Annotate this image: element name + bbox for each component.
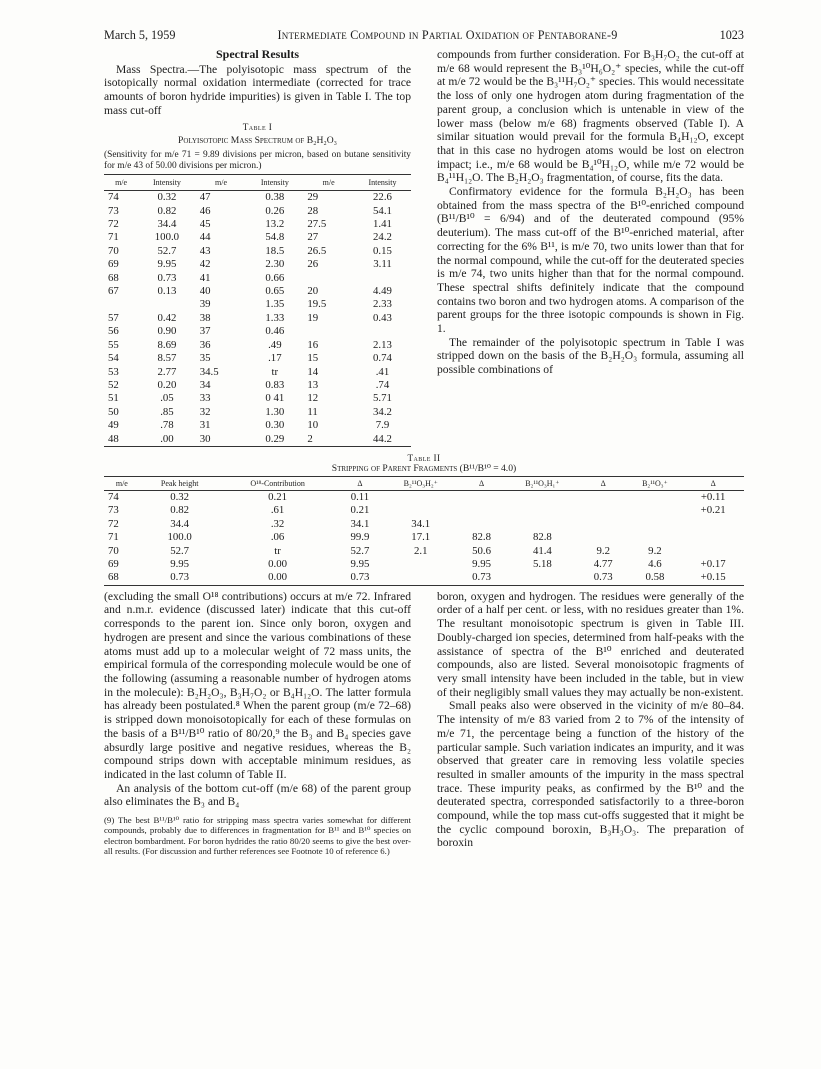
table2-cell [682, 518, 744, 531]
table2-cell: 0.73 [472, 571, 492, 584]
table1-cell: 27 [307, 231, 319, 244]
table1-cell: 0.74 [373, 352, 392, 365]
table2-header-cell: m/e [104, 476, 140, 490]
table2-cell: 0.58 [645, 571, 665, 584]
table2-cell: 0.11 [350, 490, 370, 503]
table1-cell: 0.29 [265, 432, 285, 445]
table1-cell: 54.1 [373, 204, 392, 217]
table1-cell [104, 298, 138, 311]
table2-subtitle: Stripping of Parent Fragments (B¹¹/B¹⁰ = 4.0) [331, 462, 517, 474]
table2-header-cell: Δ [682, 476, 744, 490]
table1-cell: 13 [307, 378, 319, 391]
table2-cell [682, 545, 744, 558]
table2-cell: 9.2 [596, 544, 610, 557]
table2-header-cell: Peak height [140, 476, 220, 490]
right-bottom-paragraph-2: Small peaks also were observed in the vicinity of m/e 80–84. The intensity of m/e 83 varied from 2 to 7% of the intensity of m/e 71, the percentage being a function of the history of the particular sample. Such variation indicates an impurity, and it was observed that greater care in removing less volatile species resulted in smaller amounts of the impurity in the mass spectral trace. These impurity peaks, as confirmed by the B¹⁰ and the deuterated spectra, corresponded satisfactorily to a three-boron compound, while the top mass cut-offs suggested that it might be the cyclic compound boroxin, B₃H₃O₃. The preparation of boroxin [437, 699, 744, 850]
right-paragraph-2: Confirmatory evidence for the formula B₂H₂O₃ has been obtained from the mass spectra of the B¹⁰-enriched compound (B¹¹/B¹⁰ = 6/94) and of the deuterated compound (95% deuterium). The mass cut-off of the B¹⁰-enriched material, after correcting for the 6% B¹¹, is m/e 70, two units lower than that for the normal compound, while the cut-off for the deuterated species is m/e 74, two units higher than that for the normal compound. These spectral shifts definitely indicate that the compound contains two boron and two hydrogen atoms. A comparison of the parent groups for the three isotopic compounds is shown in Fig. 1. [437, 185, 744, 336]
table1-cell: 29 [307, 191, 319, 204]
mass-spectra-paragraph: Mass Spectra.—The polyisotopic mass spectrum of the isotopically normal oxidation intermediate (corrected for trace amounts of boron hydride impurities) is given in Table I. The top mass cut-off [104, 62, 411, 117]
table1-cell: 57 [108, 311, 119, 324]
table1-cell [354, 325, 411, 338]
table2-cell [506, 490, 579, 504]
table2-header-cell: B₂¹¹O₃H₁⁺ [506, 476, 579, 490]
header-title: Intermediate Compound in Partial Oxidation of Pentaborane-9 [277, 28, 618, 42]
table1-cell: 0.83 [265, 378, 285, 391]
table1-cell: 0.73 [157, 271, 177, 284]
table-row [104, 490, 744, 504]
table2-cell: 0.82 [170, 504, 190, 517]
table1-cell: 50 [108, 405, 119, 418]
table2-cell: 4.77 [593, 557, 613, 570]
table2-cell [457, 518, 506, 531]
table2-cell: 73 [108, 504, 119, 517]
table1-cell: 100.0 [154, 231, 180, 244]
table1-cell: .17 [268, 352, 282, 365]
top-columns [104, 48, 744, 447]
table2-cell [457, 504, 506, 517]
table1-cell: 36 [199, 338, 211, 351]
table2-cell [628, 490, 683, 504]
table-row [104, 298, 411, 311]
table1-cell: 45 [199, 218, 211, 231]
table1-cell: 37 [199, 325, 211, 338]
table1-cell: 5.71 [373, 392, 392, 405]
table1-cell: 0.30 [265, 419, 285, 432]
table1-cell: 13.2 [265, 218, 285, 231]
table1-cell: .74 [375, 378, 390, 391]
table2-cell: 100.0 [167, 531, 192, 544]
table-row [104, 218, 411, 231]
table2-cell: 82.8 [532, 531, 552, 544]
table1-cell: 20 [307, 285, 319, 298]
table1-header-cell: Intensity [354, 174, 411, 191]
table2-header-cell: Δ [336, 476, 385, 490]
right-paragraph-3: The remainder of the polyisotopic spectrum in Table I was stripped down on the basis of the B₂H₂O₃ formula, assuming all possible combinations of [437, 335, 744, 377]
table2-cell: 34.1 [411, 517, 431, 530]
table1-cell: 15 [307, 352, 319, 365]
table2-cell: .06 [270, 531, 285, 544]
table1-cell: 39 [199, 298, 211, 311]
table1-cell: 0.90 [157, 325, 177, 338]
table1-cell: 12 [307, 392, 319, 405]
table1-cell: 0.82 [157, 204, 177, 217]
table1-header-cell: Intensity [138, 174, 196, 191]
table1-caption: Table I [242, 121, 273, 132]
table1-cell: 34.5 [199, 365, 219, 378]
table1-cell: 38 [199, 311, 211, 324]
table1-cell: 44 [199, 231, 211, 244]
table2-cell: 52.7 [350, 544, 370, 557]
table-row [104, 352, 411, 365]
table1-cell: 26 [307, 258, 319, 271]
table-row [104, 339, 411, 352]
table2-cell: tr [274, 544, 281, 557]
footnote-9: (9) The best B¹¹/B¹⁰ ratio for stripping mass spectra varies somewhat for different compounds, probably due to differences in fragmentation for B¹¹ and B¹⁰ species on electron bombardment. For boron hydrides the ratio 80/20 seems to give the best over-all results. (For discussion and further references see Footnote 10 of reference 6.) [104, 815, 411, 856]
table-row [104, 504, 744, 517]
table2-cell: 0.21 [268, 490, 288, 503]
table1-cell: .78 [160, 419, 174, 432]
table1-cell: 10 [307, 419, 319, 432]
table1-cell: 43 [199, 244, 211, 257]
table2-cell: 34.1 [350, 517, 370, 530]
table1-cell: 2.33 [373, 298, 392, 311]
table1-cell: 34.2 [373, 405, 392, 418]
table2-cell: 9.95 [170, 557, 190, 570]
table2-cell: 0.32 [170, 490, 190, 503]
table2-cell: 9.95 [472, 557, 492, 570]
table1-cell: 3.11 [373, 258, 392, 271]
table2-cell: +0.11 [700, 490, 726, 503]
table1-cell: 19 [307, 311, 319, 324]
table2-header-cell: B₂¹¹O₃H₂⁺ [384, 476, 457, 490]
running-header [104, 28, 744, 48]
table1-subtitle: Polyisotopic Mass Spectrum of B₂H₂O₃ [178, 135, 337, 147]
table1-cell: 0.26 [265, 204, 285, 217]
table1-cell: 0.32 [157, 191, 177, 204]
header-page-number: 1023 [719, 28, 744, 42]
table-row [104, 312, 411, 325]
table1-cell: 2.13 [373, 338, 392, 351]
table1-cell: 55 [108, 338, 119, 351]
table1-cell: 33 [199, 392, 211, 405]
table2-cell: 17.1 [411, 531, 431, 544]
table2-cell [506, 504, 579, 517]
right-paragraph-1: compounds from further consideration. For B₃H₇O₂ the cut-off at m/e 68 would represent the B₃¹⁰H₆O₂⁺ species, while the cut-off at m/e 72 would be the B₃¹¹H₇O₂⁺ species. This would necessitate the loss of only one hydrogen atom during fragmentation of the parent group, a conclusion which is untenable in view of the lower mass (below m/e 68) fragments observed (Table I). A similar situation would prevail for the formula B₄H₁₂O, except that in this case no hydrogen atoms would be lost on electron impact; i.e., m/e 68 would be B₄¹⁰H₁₂O, while m/e 72 would be B₄¹¹H₁₂O. The B₂H₂O₃ fragmentation, of course, fits the data. [437, 48, 744, 185]
table1-cell: 1.41 [373, 218, 392, 231]
table1 [104, 174, 411, 447]
table1-cell: 71 [108, 231, 119, 244]
table1-cell: 2 [307, 432, 313, 445]
table1-cell: 18.5 [265, 244, 285, 257]
table2-cell [384, 504, 457, 517]
table2-cell: .32 [270, 517, 285, 530]
table2-cell: 68 [108, 571, 119, 584]
table2-cell: +0.15 [700, 571, 726, 584]
table1-cell: 54 [108, 352, 119, 365]
table2-caption: Table II [407, 452, 441, 463]
table1-header-cell: Intensity [246, 174, 303, 191]
table1-cell: 56 [108, 325, 119, 338]
table-row [104, 379, 411, 392]
table1-cell: 24.2 [373, 231, 392, 244]
table1-cell: .85 [160, 405, 174, 418]
table1-cell: 34 [199, 378, 211, 391]
table1-header-cell: m/e [196, 174, 247, 191]
table1-cell: 35 [199, 352, 211, 365]
table1-cell: 32 [199, 405, 211, 418]
table1-cell: 42 [199, 258, 211, 271]
table2-cell: 70 [108, 544, 119, 557]
table1-cell: 0.43 [373, 311, 392, 324]
table-row [104, 518, 744, 531]
table1-cell: 44.2 [373, 432, 392, 445]
table2-cell: 4.6 [648, 557, 662, 570]
table2-header-cell: B₂¹¹O₃⁺ [628, 476, 683, 490]
table1-cell: 70 [108, 244, 119, 257]
table2-cell [579, 531, 628, 544]
table2-block [104, 453, 744, 586]
table1-cell: 1.35 [265, 298, 285, 311]
table2-cell: 52.7 [170, 544, 190, 557]
header-date: March 5, 1959 [104, 28, 176, 42]
table2-cell: 9.2 [648, 544, 662, 557]
table1-cell: 52 [108, 378, 119, 391]
table1-cell: 49 [108, 419, 119, 432]
table-row [104, 558, 744, 571]
table-row [104, 545, 744, 558]
table1-cell: 0.20 [157, 378, 177, 391]
table2-header-cell: Δ [579, 476, 628, 490]
table2-cell: 0.00 [268, 571, 288, 584]
table1-cell: 68 [108, 271, 119, 284]
table1-cell: 73 [108, 204, 119, 217]
table-row [104, 406, 411, 419]
table2-cell: 74 [108, 490, 119, 503]
table2-cell: 69 [108, 557, 119, 570]
table1-cell: 2.30 [265, 258, 285, 271]
table1-cell: tr [271, 365, 279, 378]
table-row [104, 231, 411, 244]
table2-cell: +0.21 [700, 504, 726, 517]
table2-cell [628, 518, 683, 531]
table1-cell: 52.7 [157, 244, 177, 257]
table-row [104, 419, 411, 432]
table-row [104, 531, 744, 544]
table1-cell: 16 [307, 338, 319, 351]
table1-cell: 74 [108, 191, 119, 204]
table1-cell: .05 [160, 392, 174, 405]
table2-cell: 2.1 [414, 544, 428, 557]
table2-cell: 82.8 [472, 531, 492, 544]
table2-cell [579, 504, 628, 517]
table1-cell: 48 [108, 432, 119, 445]
table1-cell: 0.13 [157, 285, 177, 298]
table2-cell [579, 518, 628, 531]
table1-cell: 26.5 [307, 244, 327, 257]
table2-cell [506, 571, 579, 585]
table2-cell: 71 [108, 531, 119, 544]
table1-cell: 1.30 [265, 405, 285, 418]
table1-cell: 40 [199, 285, 211, 298]
table1-cell: 31 [199, 419, 211, 432]
table1-cell: 2.77 [157, 365, 177, 378]
table1-cell: 47 [199, 191, 211, 204]
table1-cell: 8.57 [157, 352, 177, 365]
journal-page [104, 28, 744, 856]
table1-cell [354, 272, 411, 285]
table1-cell: 1.33 [265, 311, 285, 324]
table1-cell: 0.65 [265, 285, 285, 298]
left-bottom-paragraph-2: An analysis of the bottom cut-off (m/e 68) of the parent group also eliminates the B₃ and B₄ [104, 781, 411, 809]
table1-cell: 0 41 [265, 392, 285, 405]
table2-cell [579, 490, 628, 504]
table2-cell [457, 490, 506, 504]
table2-cell: 41.4 [532, 544, 552, 557]
table1-cell: 30 [199, 432, 211, 445]
table1-cell: 69 [108, 258, 119, 271]
table2-cell: 50.6 [472, 544, 492, 557]
table2-cell: 0.73 [350, 571, 370, 584]
table1-cell: 7.9 [375, 419, 390, 432]
table2-cell [682, 531, 744, 544]
table2-cell [506, 518, 579, 531]
table1-cell: 28 [307, 204, 319, 217]
left-column-bottom [104, 590, 411, 856]
table1-header-cell: m/e [104, 174, 138, 191]
table2-cell: 9.95 [350, 557, 370, 570]
table1-cell: 46 [199, 204, 211, 217]
right-column-bottom [437, 590, 744, 856]
table1-cell: 27.5 [307, 218, 327, 231]
table1-cell: 11 [307, 405, 318, 418]
table1-cell: .00 [160, 432, 174, 445]
table1-cell [138, 298, 196, 311]
table2-cell [384, 558, 457, 571]
table2-cell [628, 504, 683, 517]
table-row [104, 366, 411, 379]
table-row [104, 205, 411, 218]
left-column-top [104, 48, 411, 447]
table2-cell [384, 571, 457, 585]
table2-cell: 99.9 [350, 531, 370, 544]
table-row [104, 325, 411, 338]
table-row [104, 571, 744, 585]
table1-cell: 72 [108, 218, 119, 231]
table2-cell: 72 [108, 517, 119, 530]
table1-cell: 54.8 [265, 231, 285, 244]
table-row [104, 258, 411, 271]
table1-cell: 0.46 [265, 325, 285, 338]
table1-cell: 4.49 [373, 285, 392, 298]
table2-cell: 34.4 [170, 517, 190, 530]
table2-cell: .61 [270, 504, 285, 517]
table2-header-cell: Δ [457, 476, 506, 490]
table-row [104, 285, 411, 298]
table-row [104, 245, 411, 258]
section-title: Spectral Results [216, 47, 299, 61]
table2-cell: 0.73 [170, 571, 190, 584]
table1-cell: .41 [375, 365, 390, 378]
table1-header-cell: m/e [303, 174, 354, 191]
table1-cell: 14 [307, 365, 319, 378]
table1-cell: 22.6 [373, 191, 392, 204]
table2-cell [628, 531, 683, 544]
table1-cell: 0.66 [265, 271, 285, 284]
table1-cell: 67 [108, 285, 119, 298]
table2 [104, 476, 744, 586]
table1-cell: 0.42 [157, 311, 177, 324]
table1-cell: 19.5 [307, 298, 327, 311]
table1-cell [303, 272, 354, 285]
right-column-top [437, 48, 744, 447]
table1-cell: 9.95 [157, 258, 177, 271]
table-row [104, 433, 411, 447]
table1-cell: 53 [108, 365, 119, 378]
table1-cell: 34.4 [157, 218, 177, 231]
table1-cell [303, 325, 354, 338]
table2-cell: 5.18 [532, 557, 552, 570]
table1-note: (Sensitivity for m/e 71 = 9.89 divisions per micron, based on butane sensitivity for m/e 43 of 50.00 divisions per micron.) [104, 149, 411, 171]
table1-cell: 8.69 [157, 338, 177, 351]
table2-header-cell: O¹⁸-Contribution [220, 476, 336, 490]
table-row [104, 191, 411, 205]
right-bottom-paragraph-1: boron, oxygen and hydrogen. The residues were generally of the order of a half per cent. or less, with no residues greater than 1%. The resultant monoisotopic spectrum is given in Table III. Doubly-charged ion species, determined from half-peaks with the assistance of spectra of the B¹⁰ enriched and deuterated compounds, also are listed. Several monoisotopic fragments of very small intensity have been included in the table, but in view of their negligibly small values they may actually be non-existent. [437, 589, 744, 699]
table2-cell: +0.17 [700, 557, 726, 570]
bottom-columns [104, 590, 744, 856]
table2-cell [384, 490, 457, 504]
table-row [104, 392, 411, 405]
table1-cell: 0.38 [265, 191, 285, 204]
table1-cell: 51 [108, 392, 119, 405]
left-bottom-paragraph-1: (excluding the small O¹⁸ contributions) occurs at m/e 72. Infrared and n.m.r. evidence (discussed later) indicate that this cut-off corresponds to the parent ion. Since only boron, oxygen and hydrogen are present and since the various combinations of these atoms must add up to a molecular weight of 72 mass units, the empirical formula of the corresponding molecule would be one of the following (assuming a reasonable number of hydrogen atoms in the molecule): B₂H₂O₃, B₃H₇O₂ or B₄H₁₂O. The latter formula has already been postulated.⁸ When the parent group (m/e 72–68) is stripped down monoisotopically for each of these formulas on the basis of a B¹¹/B¹⁰ ratio of 80/20,⁹ the B₃ and B₄ species gave absurdly large positive and negative residues, whereas the B₂ compound strips down with acceptable minimum residues, as indicated in the last column of Table II. [104, 589, 411, 781]
table2-cell: 0.21 [350, 504, 370, 517]
table-row [104, 272, 411, 285]
table1-cell: 41 [199, 271, 211, 284]
table2-cell: 0.73 [593, 571, 613, 584]
table2-cell: 0.00 [268, 557, 288, 570]
table1-cell: .49 [268, 338, 282, 351]
table1-cell: 0.15 [373, 244, 392, 257]
